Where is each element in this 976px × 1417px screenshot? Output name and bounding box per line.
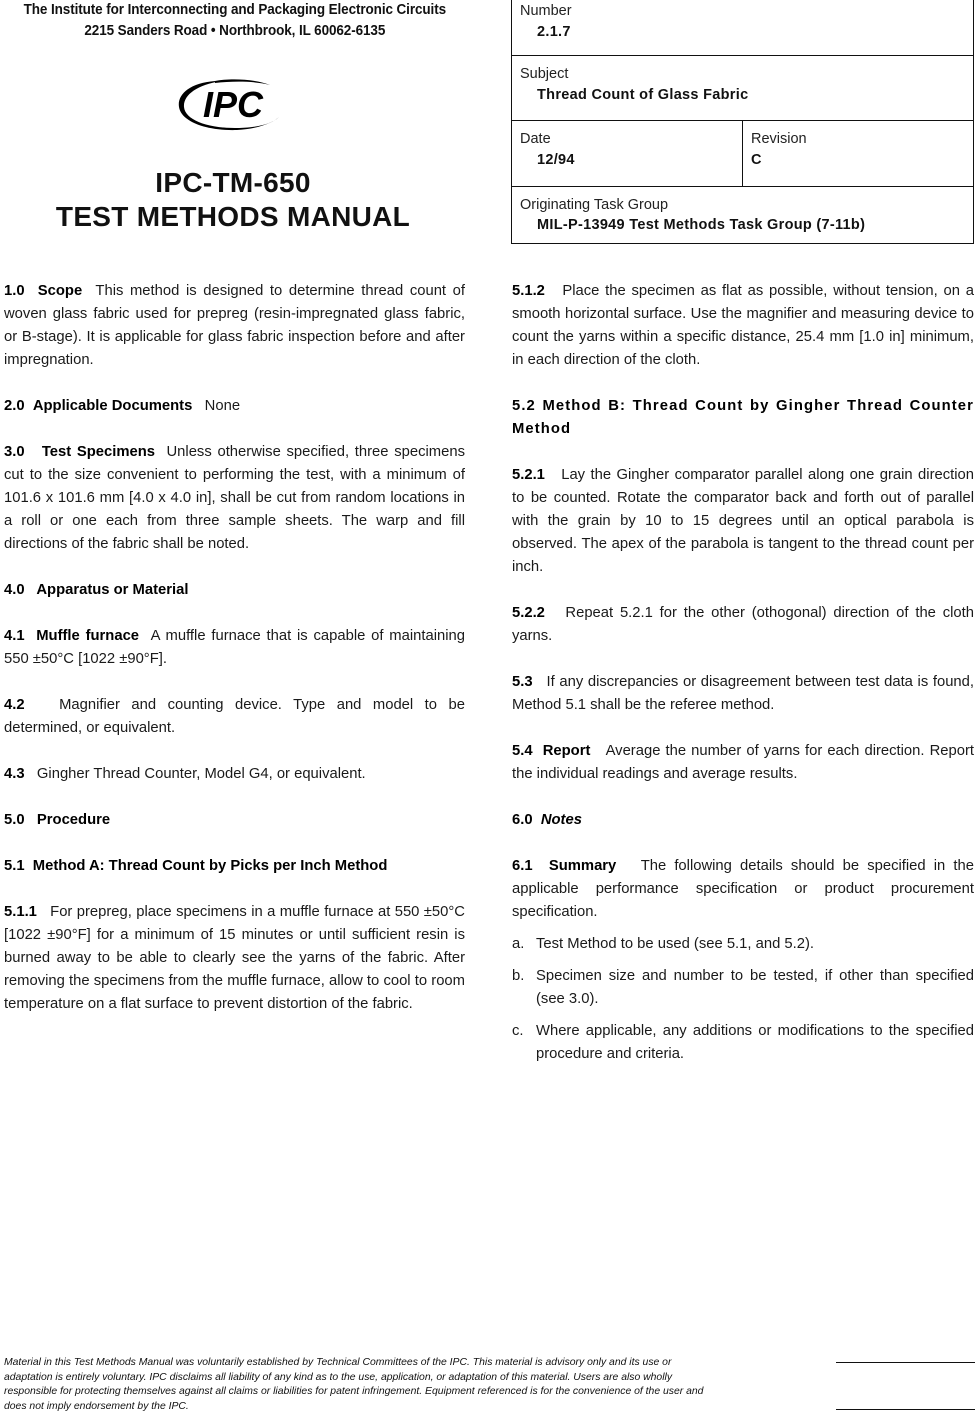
section-summary: 6.1 Summary The following details should be specified in the applicable performance specification or product procurement specification. xyxy=(512,858,974,920)
task-group-row xyxy=(512,187,973,244)
ipc-logo-icon xyxy=(175,75,285,135)
document-info-table xyxy=(511,0,974,244)
date-revision-row xyxy=(512,121,973,187)
date-label: Date xyxy=(520,131,551,147)
manual-code: IPC-TM-650 xyxy=(155,167,311,198)
subject-row xyxy=(512,56,973,121)
section-procedure-heading: 5.0 Procedure xyxy=(4,812,111,828)
section-5-1-1: 5.1.1 For prepreg, place specimens in a muffle furnace at 550 ±50°C [1022 ±90°F] for a minimum of 15 minutes or until sufficient resin is burned away to be able to clearly see the yarns of the fabric. After removing the specimens from the muffle furnace, allow to cool to room temperature on a flat surface to prevent distortion of the fabric. xyxy=(4,904,465,1012)
section-5-1-2: 5.1.2 Place the specimen as flat as possible, without tension, on a smooth horizontal surface. Use the magnifier and measuring device to count the yarns within a specific distance, 25.4 mm [1.0 in] minimum, in each direction of the cloth. xyxy=(512,283,975,368)
revision-cell xyxy=(743,121,807,186)
section-notes-heading: 6.0 Notes xyxy=(512,812,582,828)
section-apparatus-heading: 4.0 Apparatus or Material xyxy=(4,582,189,598)
organization-address: 2215 Sanders Road • Northbrook, IL 60062-6135 xyxy=(84,23,386,39)
number-row xyxy=(512,0,973,56)
section-applicable-documents: 2.0 Applicable Documents None xyxy=(4,398,241,414)
revision-label: Revision xyxy=(751,131,807,147)
revision-value: C xyxy=(751,152,762,168)
manual-title xyxy=(0,166,466,234)
manual-name: TEST METHODS MANUAL xyxy=(55,201,411,232)
footer-rule-bottom xyxy=(836,1409,975,1410)
task-group-label: Originating Task Group xyxy=(520,197,669,213)
section-method-b-heading: 5.2 Method B: Thread Count by Gingher Thread Counter Method xyxy=(512,398,974,437)
footer-rule-top xyxy=(836,1362,975,1363)
footer-disclaimer: Material in this Test Methods Manual was voluntarily established by Technical Committees of the IPC. This material is advisory only and its use or adaptation is entirely voluntary. IPC disclaims all liability of any kind as to the use, application, or adaptation of this material. Users are also wholly responsible for protecting themselves against all claims or liabilities for patent infringement. Equipment referenced is for the convenience of the user and does not imply endorsement by the IPC. xyxy=(4,1357,704,1412)
subject-label: Subject xyxy=(520,66,569,82)
organization-header xyxy=(0,0,470,42)
left-column xyxy=(4,280,465,1039)
summary-list-item: c. Where applicable, any additions or modifications to the specified procedure and criteria. xyxy=(512,1023,974,1062)
summary-list-item: b. Specimen size and number to be tested, if other than specified (see 3.0). xyxy=(512,968,974,1007)
date-cell xyxy=(512,121,743,186)
organization-name: The Institute for Interconnecting and Packaging Electronic Circuits xyxy=(23,2,447,18)
section-5-2-1: 5.2.1 Lay the Gingher comparator parallel along one grain direction to be counted. Rotate the comparator back and forth out of parallel with the grain by 10 to 15 degrees until an optical parabola is observed. The apex of the parabola is tangent to the thread count per inch. xyxy=(512,467,974,575)
section-report: 5.4 Report Average the number of yarns for each direction. Report the individual readings and average results. xyxy=(512,743,974,782)
section-muffle-furnace: 4.1 Muffle furnace A muffle furnace that is capable of maintaining 550 ±50°C [1022 ±90°F]. xyxy=(4,628,465,667)
number-label: Number xyxy=(520,3,572,19)
number-value: 2.1.7 xyxy=(537,24,571,40)
svg-text:IPC: IPC xyxy=(202,84,264,125)
section-thread-counter: 4.3 Gingher Thread Counter, Model G4, or equivalent. xyxy=(4,766,366,782)
section-scope: 1.0 Scope This method is designed to determine thread count of woven glass fabric used for prepreg (resin-impregnated glass fabric, or B-stage). It is applicable for glass fabric inspection before and after impregnation. xyxy=(4,283,465,368)
section-magnifier: 4.2 Magnifier and counting device. Type and model to be determined, or equivalent. xyxy=(4,697,465,736)
section-5-2-2: 5.2.2 Repeat 5.2.1 for the other (othogonal) direction of the cloth yarns. xyxy=(512,605,974,644)
right-column xyxy=(512,280,974,1075)
subject-value: Thread Count of Glass Fabric xyxy=(537,87,749,103)
date-value: 12/94 xyxy=(537,152,575,168)
section-method-a-heading: 5.1 Method A: Thread Count by Picks per Inch Method xyxy=(4,858,388,874)
section-test-specimens: 3.0 Test Specimens Unless otherwise specified, three specimens cut to the size convenient to performing the test, with a minimum of 101.6 x 101.6 mm [4.0 x 4.0 in], shall be cut from random locations in a roll or one each from three sample sheets. The warp and fill directions of the fabric shall be noted. xyxy=(4,444,465,552)
section-5-3: 5.3 If any discrepancies or disagreement between test data is found, Method 5.1 shall be the referee method. xyxy=(512,674,975,713)
summary-list-item: a. Test Method to be used (see 5.1, and 5.2). xyxy=(512,936,815,952)
task-group-value: MIL-P-13949 Test Methods Task Group (7-11b) xyxy=(537,217,866,233)
